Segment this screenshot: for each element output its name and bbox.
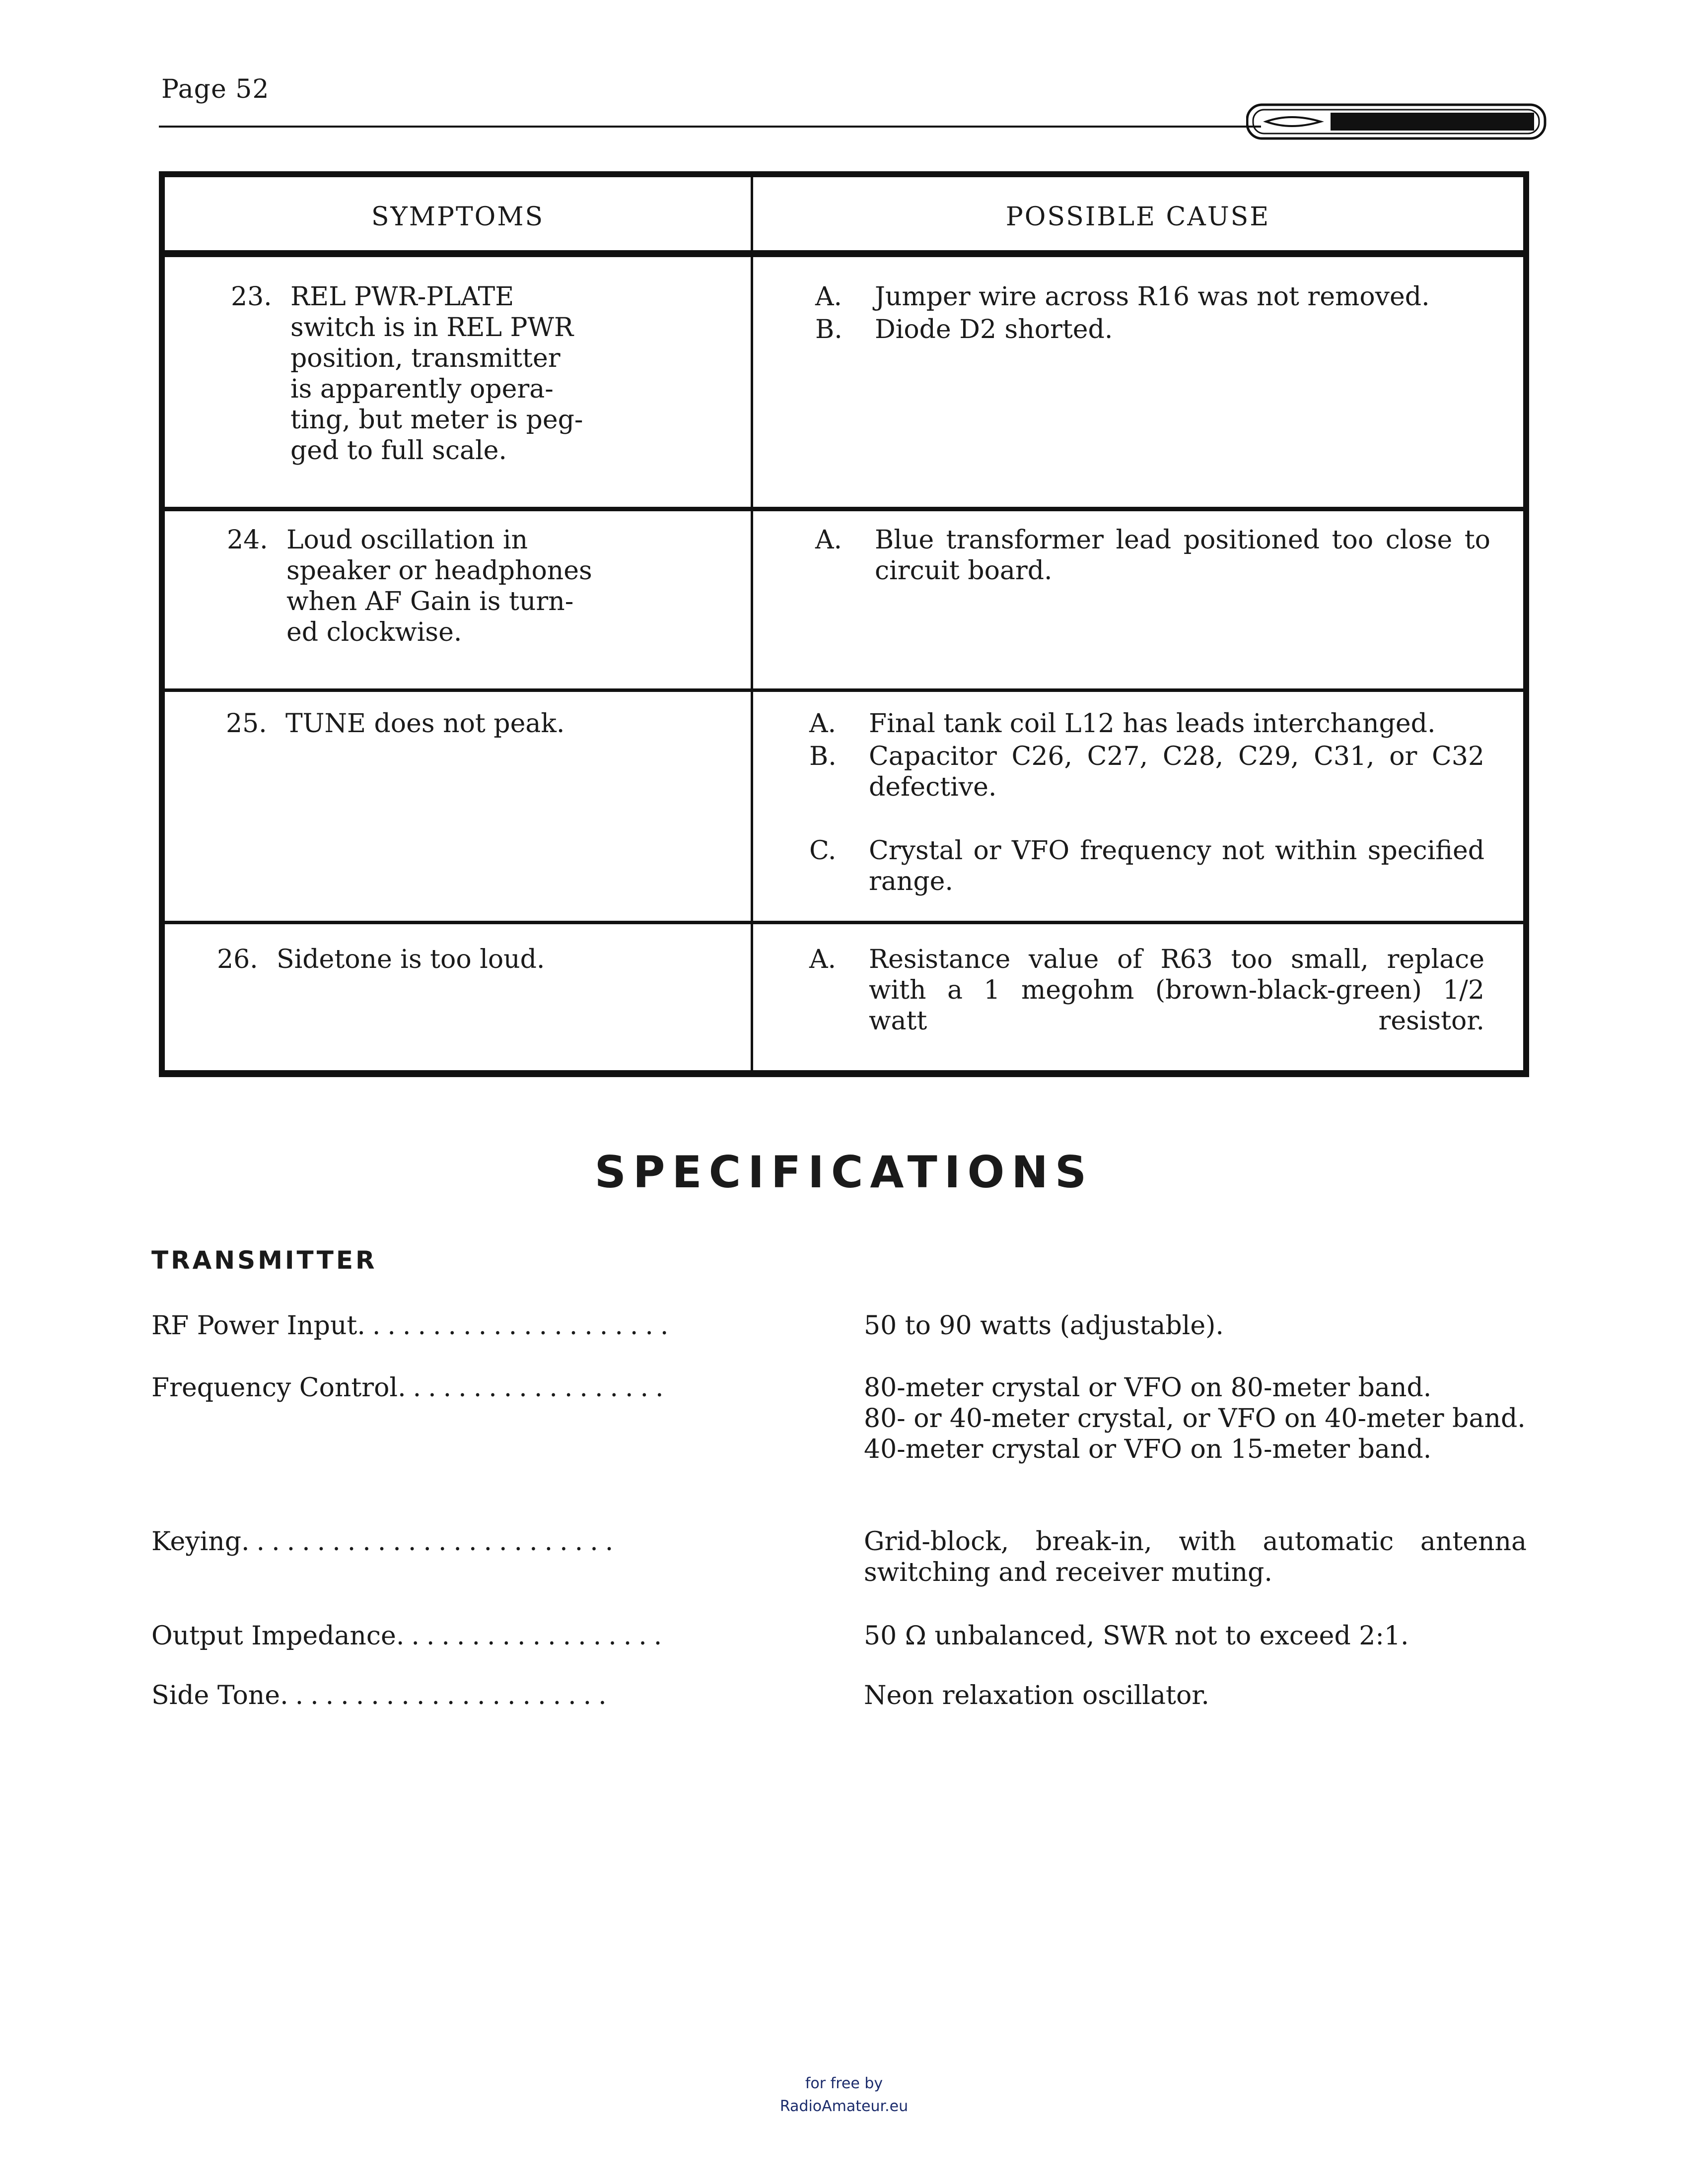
symptom-text: REL PWR-PLATE switch is in REL PWR position, transmitter is apparently opera- ting, but meter is peg- ged to full scale. xyxy=(290,282,583,466)
cause-letter: C. xyxy=(809,836,837,866)
header-divider xyxy=(165,250,1523,257)
troubleshooting-table xyxy=(159,171,1529,1077)
page-number: Page 52 xyxy=(161,74,270,104)
footer-link[interactable]: RadioAmateur.eu xyxy=(779,2098,909,2115)
spec-label: RF Power Input..................... xyxy=(151,1311,676,1341)
cause-item xyxy=(815,314,1490,345)
cause-letter: B. xyxy=(815,315,843,344)
cause-text: Diode D2 shorted. xyxy=(875,315,1113,344)
spec-label-text: Frequency Control xyxy=(151,1373,398,1403)
cause-list-23 xyxy=(815,281,1490,347)
symptom-text: TUNE does not peak. xyxy=(285,709,565,739)
spec-label: Frequency Control.................. xyxy=(151,1373,671,1403)
spec-label: Side Tone...................... xyxy=(151,1681,614,1710)
symptoms-header: SYMPTOMS xyxy=(371,202,545,232)
spec-value xyxy=(864,1372,1527,1465)
header-rule xyxy=(159,126,1261,128)
cause-item xyxy=(809,741,1484,833)
cause-text: Jumper wire across R16 was not removed. xyxy=(875,282,1430,312)
cause-text: Crystal or VFO frequency not within specified range. xyxy=(869,836,1484,896)
footer-credit xyxy=(0,2072,1688,2118)
symptom-number: 24. xyxy=(227,525,268,555)
spec-value-line: 50 Ω unbalanced, SWR not to exceed 2:1. xyxy=(864,1621,1409,1651)
spec-value-line: Grid-block, break-in, with automatic antenna switching and receiver muting. xyxy=(864,1527,1527,1587)
cause-text: Final tank coil L12 has leads interchanged. xyxy=(869,709,1436,739)
cause-text: Blue transformer lead positioned too close to circuit board. xyxy=(875,525,1490,586)
cause-item xyxy=(809,944,1484,1067)
specifications-title: SPECIFICATIONS xyxy=(594,1147,1094,1198)
spec-value xyxy=(864,1621,1527,1651)
spec-label-text: RF Power Input xyxy=(151,1311,357,1341)
cause-item xyxy=(815,525,1490,586)
spec-value-line: 40-meter crystal or VFO on 15-meter band. xyxy=(864,1434,1432,1464)
spec-label-text: Side Tone xyxy=(151,1681,281,1710)
footer-line: for free by xyxy=(805,2075,883,2092)
cause-letter: B. xyxy=(809,742,837,771)
spec-value-line: 80-meter crystal or VFO on 80-meter band. xyxy=(864,1373,1432,1403)
cause-letter: A. xyxy=(815,525,843,555)
column-divider xyxy=(751,177,753,1070)
cause-text: Capacitor C26, C27, C28, C29, C31, or C32 defective. xyxy=(869,742,1484,802)
heathkit-logo xyxy=(1246,102,1547,141)
symptom-text: Sidetone is too loud. xyxy=(277,945,545,974)
symptom-text: Loud oscillation in speaker or headphones when AF Gain is turn- ed clockwise. xyxy=(286,525,592,647)
symptom-number: 26. xyxy=(217,945,258,974)
cause-list-24 xyxy=(815,525,1490,588)
symptom-number: 25. xyxy=(226,709,267,739)
spec-label-text: Output Impedance xyxy=(151,1621,396,1651)
row-divider xyxy=(165,688,1523,692)
spec-value xyxy=(864,1680,1527,1711)
spec-label: Keying......................... xyxy=(151,1527,621,1557)
cause-letter: A. xyxy=(809,709,837,739)
cause-text: Resistance value of R63 too small, replace with a 1 megohm (brown-black-green) 1/2 watt resistor. xyxy=(869,945,1484,1036)
cause-item xyxy=(809,708,1484,739)
spec-value xyxy=(864,1310,1527,1341)
symptom-number: 23. xyxy=(231,282,272,312)
row-divider xyxy=(165,507,1523,511)
cause-letter: A. xyxy=(809,945,837,974)
spec-value xyxy=(864,1526,1527,1588)
spec-value-line: 80- or 40-meter crystal, or VFO on 40-meter band. xyxy=(864,1404,1526,1433)
spec-label: Output Impedance.................. xyxy=(151,1621,669,1651)
cause-item xyxy=(809,835,1484,928)
cause-letter: A. xyxy=(815,282,843,312)
spec-label-text: Keying xyxy=(151,1527,242,1557)
transmitter-heading: TRANSMITTER xyxy=(151,1246,377,1275)
spec-value-line: Neon relaxation oscillator. xyxy=(864,1681,1209,1710)
cause-item xyxy=(815,281,1490,312)
spec-value-line: 50 to 90 watts (adjustable). xyxy=(864,1311,1224,1341)
possible-cause-header: POSSIBLE CAUSE xyxy=(1005,202,1270,232)
cause-list-26 xyxy=(809,944,1484,1069)
cause-list-25 xyxy=(809,708,1484,930)
